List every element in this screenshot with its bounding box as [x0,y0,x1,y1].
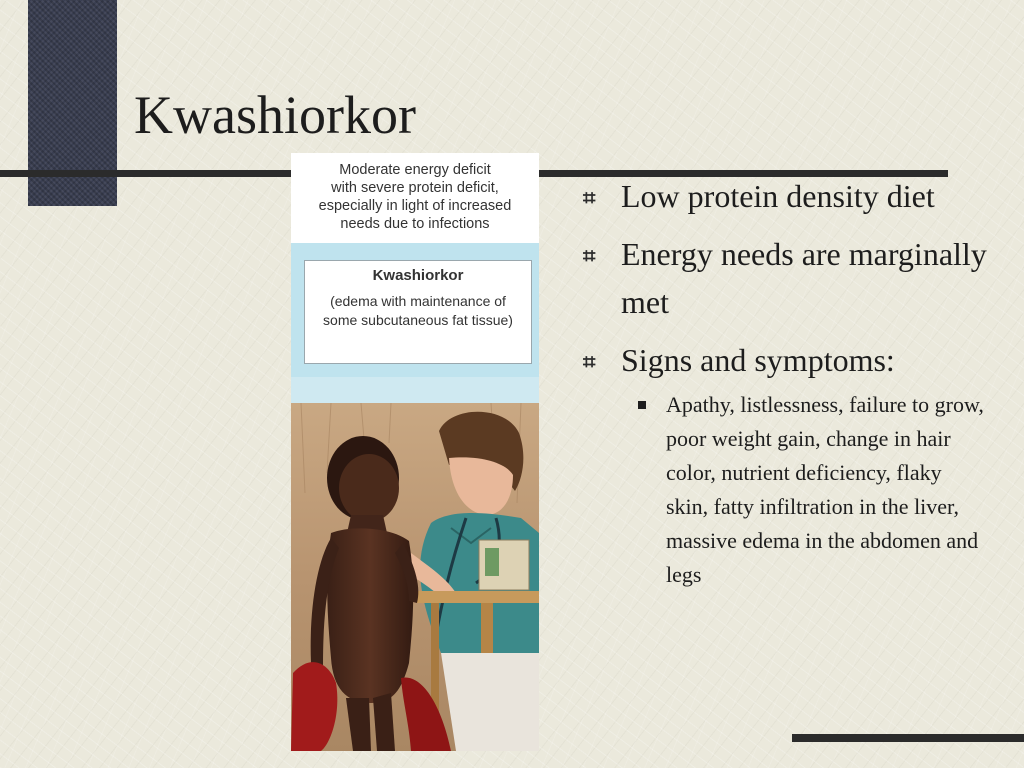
hash-bullet-icon: ⌗ [583,350,596,375]
sub-bullet-text: Apathy, listlessness, failure to grow, poor weight gain, change in hair color, nutrient deficiency, flaky skin, fatty infiltration in the liver, massive edema in the abdomen and legs [666,392,984,587]
caption-line: with severe protein deficit, [331,180,499,196]
photo-child-with-doctor [291,403,539,751]
caption-line: Moderate energy deficit [339,162,491,178]
bullet-item [583,336,1003,384]
figure-panel [291,153,539,751]
bottom-accent-rule [792,734,1024,742]
sub-bullet-item [666,388,986,592]
figure-box-note [305,292,531,330]
figure-text-area [291,153,539,403]
hash-bullet-icon: ⌗ [583,186,596,211]
caption-line: needs due to infections [340,216,490,232]
hash-bullet-icon: ⌗ [583,244,596,269]
bullet-item [583,172,1003,220]
square-bullet-icon [638,401,646,409]
bullet-list [583,172,1003,592]
bullet-text: Energy needs are marginally met [621,236,987,320]
caption-line: especially in light of increased [318,198,512,214]
box-note-line: (edema with maintenance of [330,293,506,309]
figure-caption [291,161,539,233]
bullet-text: Signs and symptoms: [621,342,895,378]
figure-label-box [304,260,532,364]
slide-title: Kwashiorkor [134,85,416,145]
bullet-item [583,230,1003,326]
box-note-line: some subcutaneous fat tissue) [323,312,513,328]
figure-blue-band-lower [291,377,539,403]
bullet-text: Low protein density diet [621,178,935,214]
figure-box-title: Kwashiorkor [372,267,464,284]
